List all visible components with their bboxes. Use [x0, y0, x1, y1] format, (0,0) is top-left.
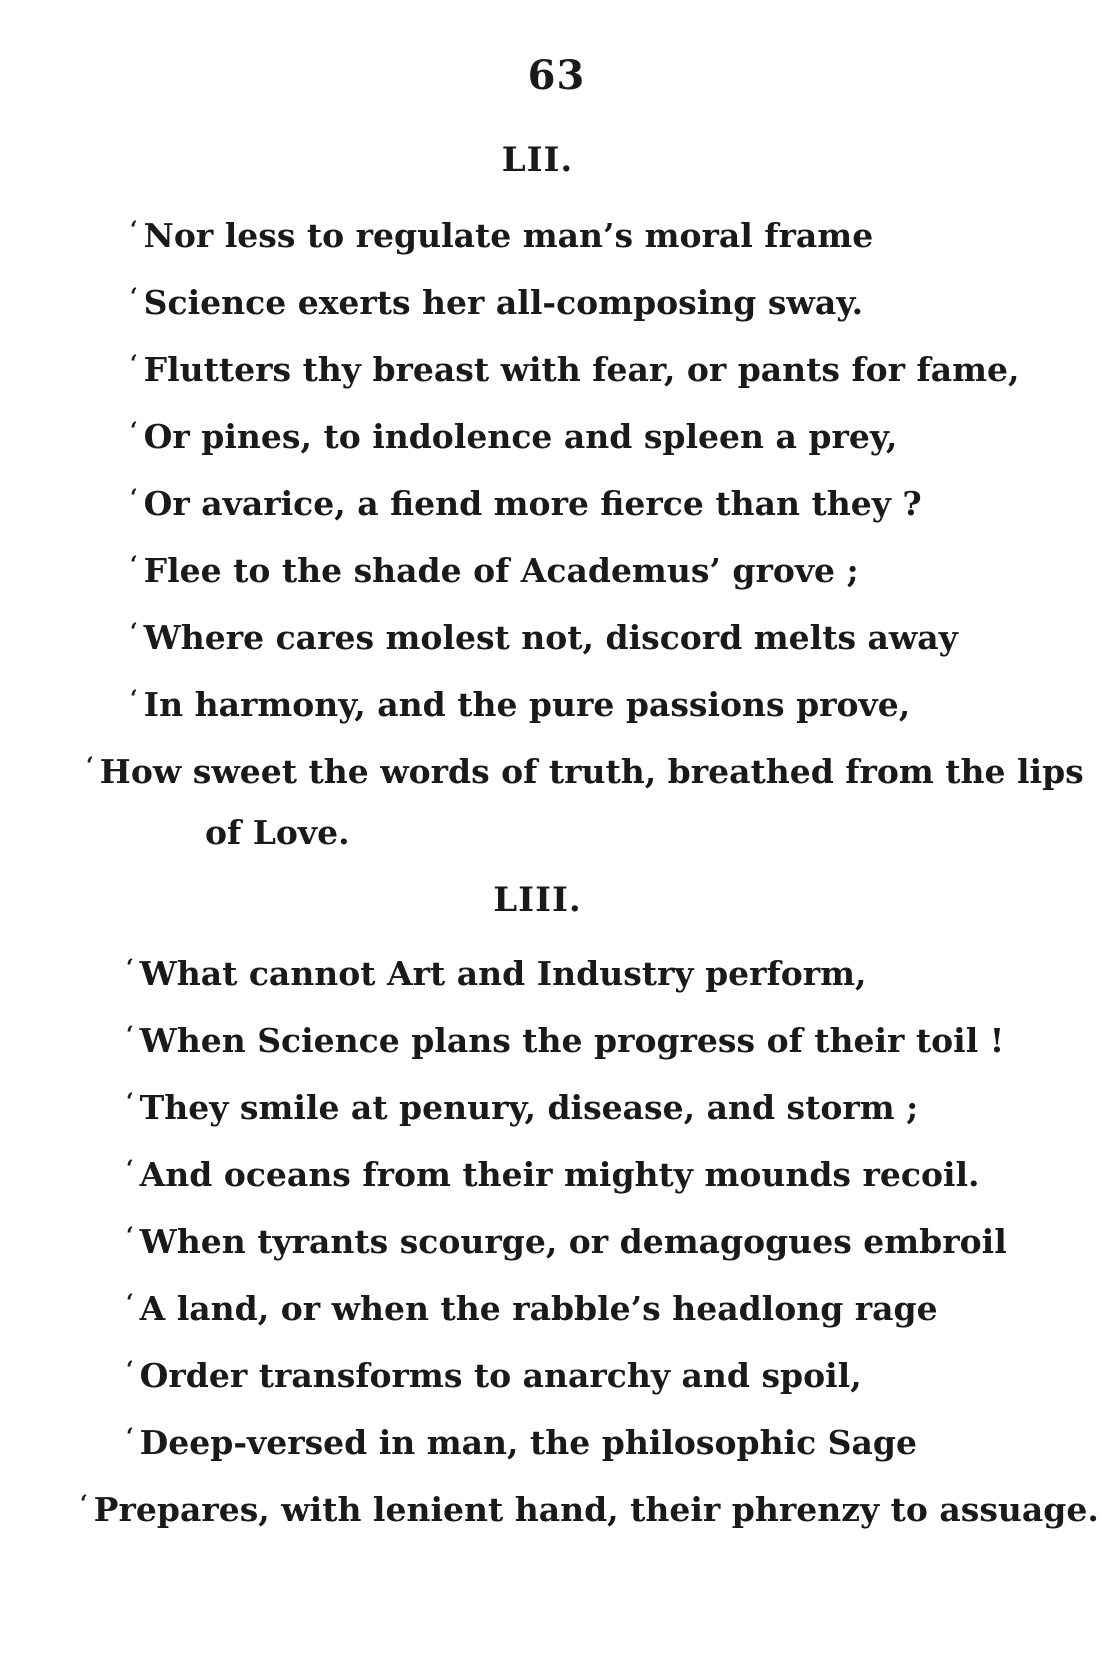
page-number: 63	[527, 52, 586, 99]
verse-line	[126, 1283, 938, 1329]
verse-text: Science exerts her all-composing sway.	[143, 283, 864, 322]
quote-mark: ‘	[80, 1491, 88, 1517]
quote-mark: ‘	[130, 351, 138, 377]
verse-text: Flutters thy breast with fear, or pants for fame,	[143, 350, 1020, 389]
quote-mark: ‘	[130, 284, 138, 310]
verse-line	[130, 612, 958, 658]
verse-line	[126, 948, 867, 994]
stanza-heading: LII.	[501, 140, 574, 180]
quote-mark: ‘	[126, 1424, 134, 1450]
verse-line	[130, 210, 873, 256]
quote-mark: ‘	[126, 1156, 134, 1182]
verse-text: A land, or when the rabble’s headlong rage	[139, 1289, 938, 1328]
verse-text: Where cares molest not, discord melts away	[143, 618, 958, 657]
verse-text: In harmony, and the pure passions prove,	[143, 685, 911, 724]
verse-text: And oceans from their mighty mounds recoil.	[139, 1155, 980, 1194]
verse-line	[130, 277, 863, 323]
quote-mark: ‘	[126, 1290, 134, 1316]
quote-mark: ‘	[130, 485, 138, 511]
quote-mark: ‘	[126, 1089, 134, 1115]
verse-line-continuation	[205, 813, 350, 853]
verse-line	[126, 1082, 918, 1128]
quote-mark: ‘	[126, 1022, 134, 1048]
quote-mark: ‘	[130, 619, 138, 645]
verse-line	[130, 478, 922, 524]
verse-text: Or avarice, a fiend more fierce than they ?	[143, 484, 922, 523]
verse-text: How sweet the words of truth, breathed from the lips	[99, 752, 1084, 791]
verse-line	[126, 1350, 862, 1396]
verse-text: They smile at penury, disease, and storm ;	[139, 1088, 919, 1127]
verse-line	[130, 545, 859, 591]
quote-mark: ‘	[130, 552, 138, 578]
verse-text: Flee to the shade of Academus’ grove ;	[143, 551, 859, 590]
quote-mark: ‘	[126, 955, 134, 981]
verse-line	[86, 746, 1084, 792]
verse-line	[126, 1015, 1004, 1061]
verse-text: Or pines, to indolence and spleen a prey,	[143, 417, 898, 456]
verse-text: When tyrants scourge, or demagogues embroil	[139, 1222, 1007, 1261]
quote-mark: ‘	[130, 418, 138, 444]
verse-line	[126, 1216, 1007, 1262]
quote-mark: ‘	[86, 753, 94, 779]
verse-line	[130, 344, 1020, 390]
quote-mark: ‘	[130, 217, 138, 243]
verse-text: Order transforms to anarchy and spoil,	[139, 1356, 862, 1395]
quote-mark: ‘	[126, 1357, 134, 1383]
verse-text: When Science plans the progress of their toil !	[139, 1021, 1005, 1060]
quote-mark: ‘	[126, 1223, 134, 1249]
verse-text: Prepares, with lenient hand, their phrenzy to assuage.	[93, 1490, 1099, 1529]
stanza-heading: LIII.	[493, 880, 582, 920]
verse-text: Nor less to regulate man’s moral frame	[143, 216, 874, 255]
verse-line	[126, 1149, 980, 1195]
verse-line	[80, 1484, 1099, 1530]
verse-text: What cannot Art and Industry perform,	[139, 954, 867, 993]
verse-text: Deep-versed in man, the philosophic Sage	[139, 1423, 917, 1462]
verse-text: of Love.	[205, 813, 350, 852]
quote-mark: ‘	[130, 686, 138, 712]
verse-line	[130, 679, 910, 725]
verse-line	[126, 1417, 917, 1463]
verse-line	[130, 411, 897, 457]
